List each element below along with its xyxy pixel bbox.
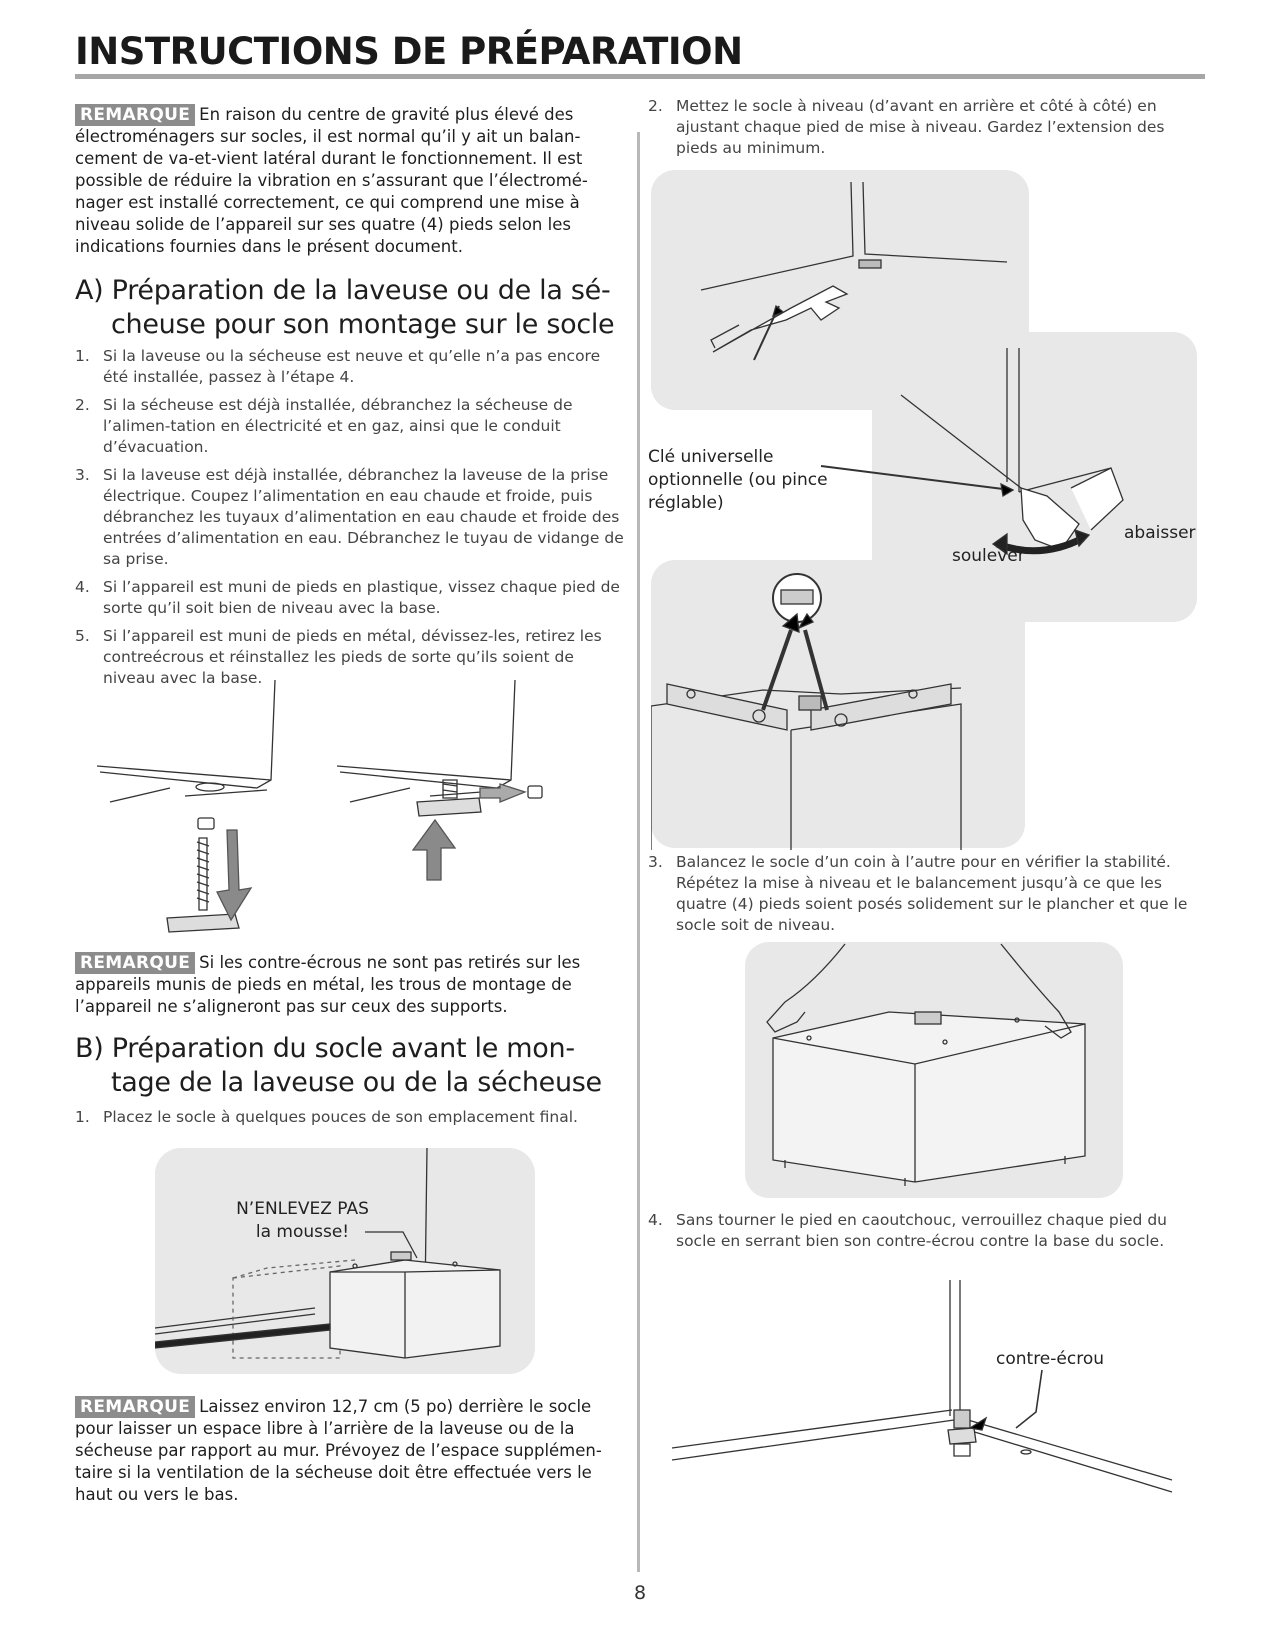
list-item: 5. Si l’appareil est muni de pieds en métal, dévissez-les, retirez les contreécrous et réinstallez les pieds de sorte qu’ils soient de niveau avec la base.: [75, 627, 602, 687]
section-b-heading-line1: B) Préparation du socle avant le mon-: [75, 1033, 575, 1064]
list-item: 1. Placez le socle à quelques pouces de son emplacement final.: [75, 1108, 578, 1126]
note-text: Laissez environ 12,7 cm (5 po) derrière le socle pour laisser un espace libre à l’arrière de la laveuse ou de la sécheuse par rapport au mur. Prévoyez de l’espace supplémen-taire si la ventilation de la sécheuse doit être effectuée vers le haut ou vers le bas.: [75, 1397, 602, 1504]
note-badge: REMARQUE: [75, 952, 195, 974]
section-b-steps: [75, 1107, 625, 1135]
note-badge: REMARQUE: [75, 1396, 195, 1418]
locknut-illustration: [672, 1280, 1192, 1520]
note-clearance: [75, 1396, 620, 1506]
section-a-heading-line1: A) Préparation de la laveuse ou de la sé-: [75, 275, 611, 306]
title-rule: [75, 74, 1205, 79]
page-title: INSTRUCTIONS DE PRÉPARATION: [75, 30, 743, 73]
locknut-label: contre-écrou: [996, 1349, 1104, 1369]
rocking-illustration: [745, 942, 1123, 1198]
pedestal-placement-illustration: [155, 1148, 535, 1374]
section-a-heading-line2: cheuse pour son montage sur le socle: [111, 309, 615, 340]
list-item: 1. Si la laveuse ou la sécheuse est neuve et qu’elle n’a pas encore été installée, passez à l’étape 4.: [75, 347, 601, 386]
raise-label: soulever: [952, 546, 1025, 566]
column-divider: [637, 132, 640, 1572]
section-b-heading-line2: tage de la laveuse ou de la sécheuse: [111, 1067, 602, 1098]
list-item: 3. Si la laveuse est déjà installée, débranchez la laveuse de la prise électrique. Coupez l’alimentation en eau chaude et froide, puis débranchez les tuyaux d’alimentation en eau chaude et froide des entrées d’alimentation en eau. Débranchez le tuyau de vidange de sa prise.: [75, 466, 624, 568]
feet-installation-illustration: [95, 680, 565, 950]
right-step-4: [648, 1210, 1188, 1259]
note-gravity: [75, 104, 620, 258]
note-locknuts: [75, 952, 620, 1018]
note-text: En raison du centre de gravité plus élevé des électroménagers sur socles, il est normal qu’il y ait un balan-cement de va-et-vient latéral durant le fonctionnement. Il est possible de réduire la vibration en s’assurant que l’électromé-nager est installé correctement, ce qui comprend une mise à niveau solide de l’appareil sur ses quatre (4) pieds selon les indications fournies dans le présent document.: [75, 105, 588, 256]
page-number: 8: [633, 1582, 647, 1604]
right-step-3: [648, 852, 1188, 943]
wrench-label: Clé universelle optionnelle (ou pince réglable): [648, 447, 828, 513]
right-step-2: [648, 96, 1188, 166]
list-item: 4. Si l’appareil est muni de pieds en plastique, vissez chaque pied de sorte qu’il soit bien de niveau avec la base.: [75, 578, 620, 617]
list-item: 2. Si la sécheuse est déjà installée, débranchez la sécheuse de l’alimen-tation en électricité et en gaz, ainsi que le conduit d’évacuation.: [75, 396, 573, 456]
list-item: 4. Sans tourner le pied en caoutchouc, verrouillez chaque pied du socle en serrant bien son contre-écrou contre la base du socle.: [648, 1211, 1167, 1250]
section-a-heading: [75, 274, 635, 342]
foam-callout: N’ENLEVEZ PAS la mousse!: [236, 1199, 369, 1242]
list-item: 2. Mettez le socle à niveau (d’avant en arrière et côté à côté) en ajustant chaque pied de mise à niveau. Gardez l’extension des pieds au minimum.: [648, 97, 1165, 157]
list-item: 3. Balancez le socle d’un coin à l’autre pour en vérifier la stabilité. Répétez la mise à niveau et le balancement jusqu’à ce que les quatre (4) pieds soient posés solidement sur le plancher et que le socle soit de niveau.: [648, 853, 1188, 934]
section-b-heading: [75, 1032, 635, 1100]
section-a-steps: [75, 346, 625, 696]
note-text: Si les contre-écrous ne sont pas retirés sur les appareils munis de pieds en métal, les trous de montage de l’appareil ne s’aligneront pas sur ceux des supports.: [75, 953, 581, 1016]
lower-label: abaisser: [1124, 523, 1196, 543]
note-badge: REMARQUE: [75, 104, 195, 126]
